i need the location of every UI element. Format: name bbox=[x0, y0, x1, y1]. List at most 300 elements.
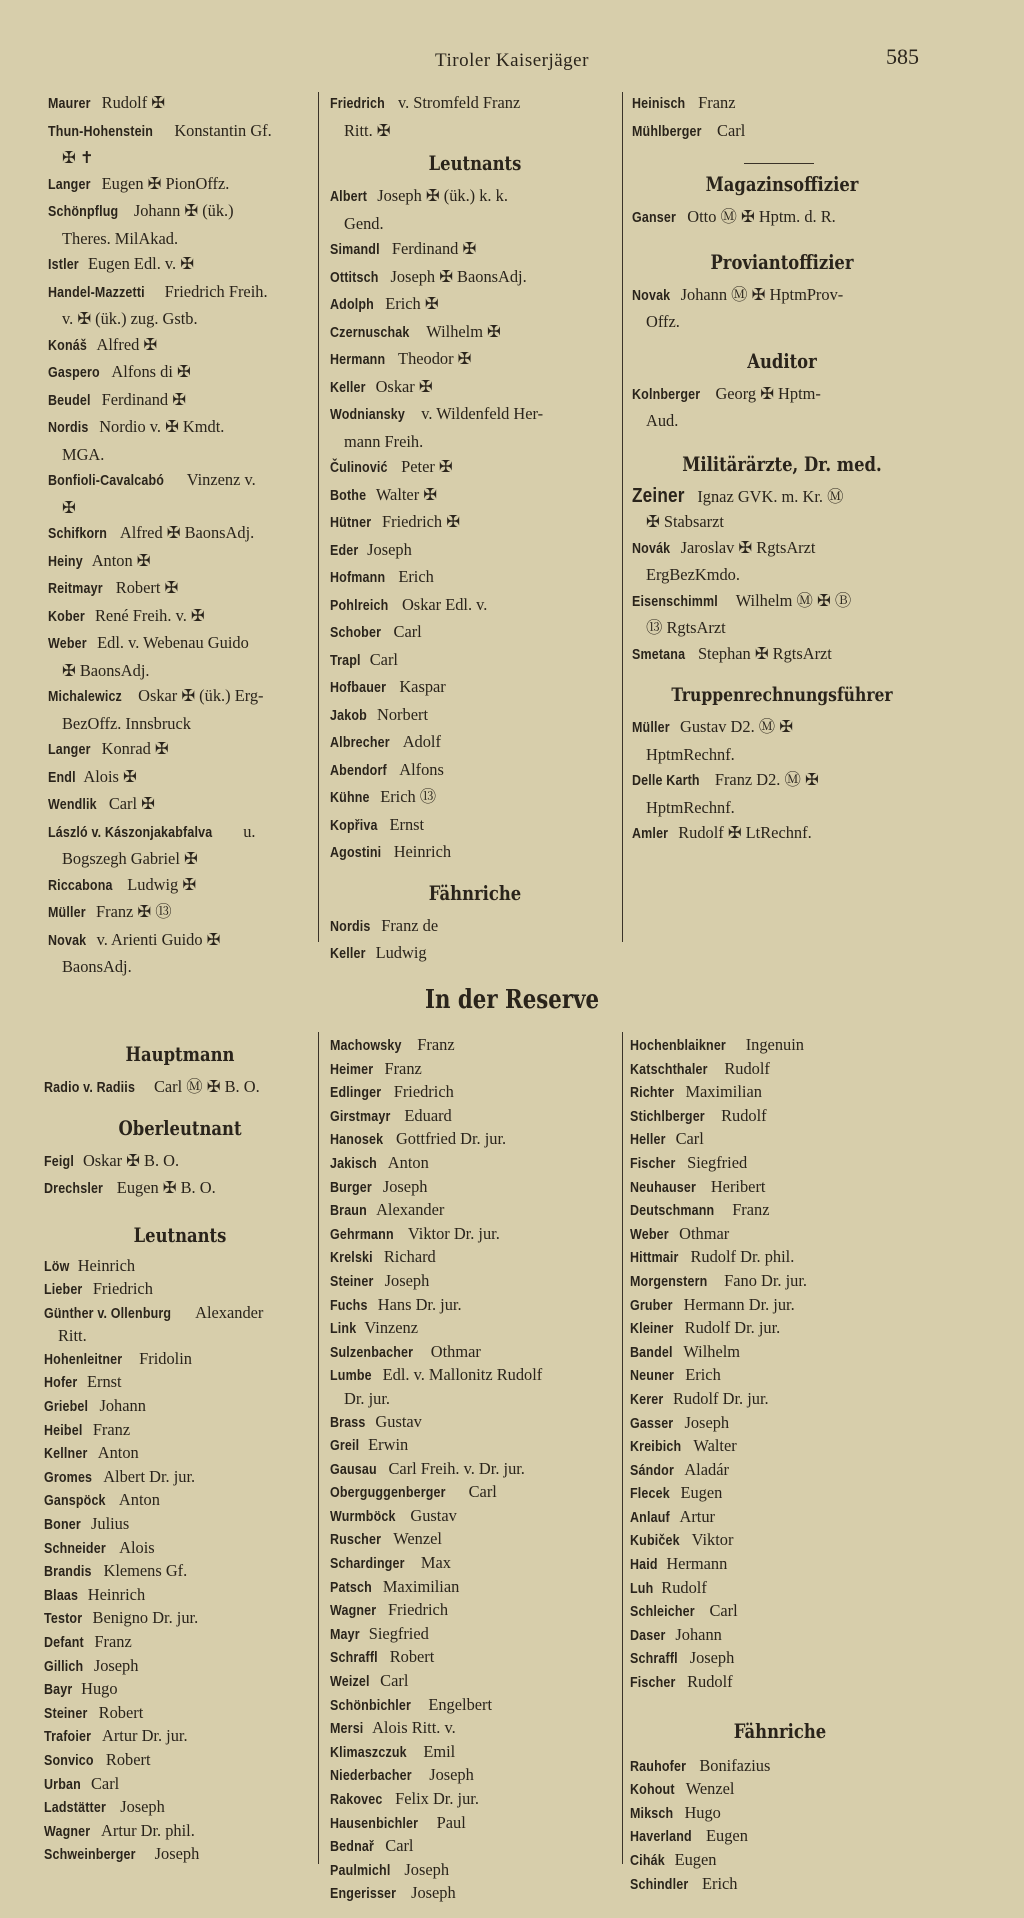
entry-details: Ludwig bbox=[371, 943, 427, 962]
entry-details: Robert bbox=[101, 1749, 151, 1769]
entry-details: Friedrich Freih. bbox=[160, 281, 268, 301]
entry-line bbox=[330, 564, 620, 592]
entry-line bbox=[44, 1655, 316, 1679]
entry-details: Carl bbox=[86, 1773, 120, 1793]
active-column-3 bbox=[632, 90, 932, 848]
entry-line bbox=[632, 742, 932, 768]
entry-details: Jaroslav ✠ RgtsArzt bbox=[676, 537, 816, 557]
entry-line bbox=[330, 1294, 620, 1318]
entry-details: Ritt. ✠ bbox=[344, 120, 391, 140]
entry-line bbox=[630, 1647, 930, 1671]
entry-line bbox=[630, 1223, 930, 1247]
entry-line bbox=[44, 1607, 316, 1631]
surname: Engerisser bbox=[330, 1886, 397, 1903]
surname: Testor bbox=[44, 1611, 83, 1628]
entry-line bbox=[44, 1773, 316, 1797]
entry-details: Walter ✠ bbox=[372, 484, 437, 504]
surname: Schifkorn bbox=[48, 526, 108, 542]
surname: Trafoier bbox=[44, 1729, 92, 1746]
entry-details: Rudolf ✠ LtRechnf. bbox=[674, 823, 812, 842]
entry-line bbox=[44, 1584, 316, 1608]
entry-details: Oskar ✠ (ük.) Erg- bbox=[134, 686, 264, 705]
entry-line bbox=[48, 603, 316, 631]
entry-line bbox=[632, 562, 932, 588]
surname: Schardinger bbox=[330, 1556, 405, 1573]
entry-line bbox=[330, 183, 620, 211]
entry-line bbox=[330, 592, 620, 620]
entry-line bbox=[330, 291, 620, 319]
surname: Eder bbox=[330, 542, 359, 559]
surname: Heimer bbox=[330, 1061, 374, 1078]
surname: Brass bbox=[330, 1414, 366, 1431]
surname: Flecek bbox=[630, 1486, 670, 1503]
entry-line bbox=[630, 1341, 930, 1365]
entry-details: Carl bbox=[712, 120, 746, 140]
surname: Weber bbox=[630, 1226, 669, 1243]
entry-line bbox=[48, 736, 316, 764]
entry-details: Theodor ✠ bbox=[394, 349, 472, 368]
entry-line bbox=[330, 236, 620, 264]
entry-line bbox=[632, 535, 932, 563]
entry-details: Alois ✠ bbox=[80, 766, 137, 786]
surname: Lumbe bbox=[330, 1368, 372, 1385]
surname: Jakob bbox=[330, 707, 367, 724]
entry-details: Friedrich bbox=[389, 1082, 454, 1102]
entry-line bbox=[632, 767, 932, 795]
surname: Gruber bbox=[630, 1297, 673, 1314]
surname: Kolnberger bbox=[632, 386, 701, 403]
entry-details: BaonsAdj. bbox=[62, 957, 132, 976]
surname: Eisenschimml bbox=[632, 593, 718, 610]
entry-details: Eduard bbox=[400, 1105, 452, 1125]
entry-line bbox=[48, 226, 316, 252]
active-column-1 bbox=[48, 90, 316, 980]
surname: Kreibich bbox=[630, 1439, 682, 1456]
entry-line bbox=[330, 1434, 620, 1458]
entry-line bbox=[44, 1371, 316, 1395]
entry-details: Robert ✠ bbox=[111, 578, 179, 597]
entry-line bbox=[630, 1435, 930, 1459]
entry-line bbox=[330, 1812, 620, 1836]
surname: Konáš bbox=[48, 337, 87, 354]
entry-line bbox=[632, 204, 932, 232]
surname: Ganspöck bbox=[44, 1493, 106, 1510]
surname: Bothe bbox=[330, 487, 367, 504]
surname: Deutschmann bbox=[630, 1203, 715, 1220]
surname: Zeiner bbox=[632, 484, 685, 507]
entry-details: ✠ ✝ bbox=[62, 148, 94, 167]
surname: Schneider bbox=[44, 1540, 106, 1557]
entry-line bbox=[330, 1105, 620, 1129]
entry-details: Joseph bbox=[425, 1765, 474, 1785]
entry-line bbox=[44, 1489, 316, 1513]
entry-line bbox=[630, 1317, 930, 1341]
entry-details: Edl. v. Mallonitz Rudolf bbox=[378, 1365, 543, 1385]
entry-line bbox=[48, 927, 316, 955]
entry-details: Carl bbox=[671, 1129, 704, 1149]
entry-line bbox=[330, 812, 620, 840]
surname: Schraffl bbox=[330, 1650, 378, 1667]
entry-line bbox=[630, 1294, 930, 1318]
surname: Link bbox=[330, 1321, 357, 1338]
surname: Günther v. Ollenburg bbox=[44, 1305, 172, 1322]
entry-details: Stephan ✠ RgtsArzt bbox=[693, 643, 832, 663]
entry-line bbox=[330, 1481, 620, 1505]
surname: Sulzenbacher bbox=[330, 1344, 414, 1361]
entry-line bbox=[44, 1702, 316, 1726]
entry-details: Alexander bbox=[372, 1200, 445, 1220]
surname: Ottitsch bbox=[330, 269, 379, 286]
entry-line bbox=[330, 1458, 620, 1482]
entry-details: Joseph bbox=[116, 1797, 165, 1817]
entry-line bbox=[330, 482, 620, 510]
surname: Novák bbox=[632, 540, 671, 557]
entry-details: Ernst bbox=[385, 814, 425, 834]
entry-line bbox=[330, 940, 620, 968]
surname: Istler bbox=[48, 257, 79, 273]
entry-details: Heinrich bbox=[389, 842, 452, 861]
entry-line bbox=[630, 1600, 930, 1624]
entry-line bbox=[44, 1148, 316, 1176]
surname: Kober bbox=[48, 608, 85, 625]
surname: Langer bbox=[48, 176, 91, 193]
entry-line bbox=[330, 1176, 620, 1200]
entry-line bbox=[48, 359, 316, 387]
entry-details: Joseph bbox=[680, 1412, 730, 1432]
entry-line bbox=[630, 1058, 930, 1082]
entry-details: v. Arienti Guido ✠ bbox=[92, 929, 221, 949]
entry-line bbox=[632, 641, 932, 669]
entry-details: Aud. bbox=[646, 411, 679, 430]
entry-details: Alfons di ✠ bbox=[108, 362, 191, 381]
column-rule bbox=[622, 92, 623, 942]
surname: Nordis bbox=[330, 918, 371, 935]
entry-details: Othmar bbox=[675, 1223, 730, 1243]
entry-details: Erich ✠ bbox=[381, 294, 439, 313]
entry-line bbox=[48, 658, 316, 684]
surname: Bayr bbox=[44, 1682, 73, 1699]
entry-line bbox=[630, 1412, 930, 1436]
entry-details: Vinzenz bbox=[360, 1318, 419, 1338]
entry-details: Franz bbox=[694, 93, 736, 112]
entry-line bbox=[330, 1505, 620, 1529]
entry-line bbox=[330, 118, 620, 144]
entry-details: Carl bbox=[365, 649, 398, 669]
surname: Machowsky bbox=[330, 1038, 402, 1054]
surname: Löw bbox=[44, 1258, 70, 1275]
surname: Gaspero bbox=[48, 365, 100, 381]
entry-details: Fridolin bbox=[135, 1348, 192, 1368]
surname: Radio v. Radiis bbox=[44, 1080, 136, 1096]
entry-line bbox=[44, 1419, 316, 1443]
surname: Müller bbox=[632, 720, 670, 736]
surname: Neuhauser bbox=[630, 1179, 697, 1196]
surname: Wendlik bbox=[48, 797, 97, 813]
surname: Thun-Hohenstein bbox=[48, 123, 154, 140]
entry-line bbox=[48, 764, 316, 792]
entry-line bbox=[330, 1388, 620, 1411]
entry-line bbox=[330, 1364, 620, 1388]
entry-line bbox=[44, 1074, 316, 1102]
entry-line bbox=[44, 1395, 316, 1419]
surname: Schönpflug bbox=[48, 204, 119, 220]
entry-details: Viktor Dr. jur. bbox=[404, 1223, 500, 1243]
surname: Hofmann bbox=[330, 570, 386, 586]
entry-line bbox=[330, 1788, 620, 1812]
entry-line bbox=[44, 1175, 316, 1203]
entry-details: Konrad ✠ bbox=[97, 739, 169, 758]
entry-details: v. ✠ (ük.) zug. Gstb. bbox=[62, 309, 198, 328]
entry-details: HptmRechnf. bbox=[646, 744, 735, 764]
entry-line bbox=[330, 1599, 620, 1623]
entry-details: Joseph ✠ (ük.) k. k. bbox=[373, 186, 508, 205]
entry-line bbox=[330, 537, 620, 565]
entry-line bbox=[630, 1152, 930, 1176]
surname: Bednař bbox=[330, 1839, 375, 1856]
surname: Edlinger bbox=[330, 1085, 382, 1102]
entry-line bbox=[330, 1646, 620, 1670]
surname: Keller bbox=[330, 946, 366, 962]
entry-details: Maximilian bbox=[681, 1082, 762, 1102]
entry-line bbox=[330, 1223, 620, 1247]
surname: Kerer bbox=[630, 1391, 664, 1408]
surname: Kubiček bbox=[630, 1533, 680, 1550]
entry-details: Joseph bbox=[685, 1648, 735, 1668]
entry-details: Wilhelm Ⓜ ✠ Ⓑ bbox=[731, 590, 852, 610]
surname: Hermann bbox=[330, 352, 386, 368]
surname: Novak bbox=[632, 287, 671, 304]
entry-line bbox=[48, 279, 316, 307]
entry-line bbox=[44, 1678, 316, 1702]
entry-details: Hans Dr. jur. bbox=[373, 1294, 462, 1314]
surname: Riccabona bbox=[48, 877, 113, 894]
surname: Braun bbox=[330, 1203, 367, 1220]
surname: Novak bbox=[48, 932, 87, 949]
section-heading-leutnants: Leutnants bbox=[428, 151, 522, 175]
entry-line bbox=[632, 90, 932, 118]
entry-details: Wilhelm ✠ bbox=[422, 321, 501, 341]
surname: Kellner bbox=[44, 1446, 88, 1463]
entry-line bbox=[630, 1802, 930, 1826]
entry-details: Joseph bbox=[150, 1844, 200, 1864]
entry-details: Wenzel bbox=[681, 1779, 735, 1799]
entry-line bbox=[330, 1317, 620, 1341]
entry-line bbox=[48, 548, 316, 576]
entry-line bbox=[630, 1529, 930, 1553]
entry-details: v. Wildenfeld Her- bbox=[417, 404, 544, 423]
surname: Pohlreich bbox=[330, 597, 389, 614]
surname: Mersi bbox=[330, 1721, 364, 1738]
surname: Girstmayr bbox=[330, 1108, 391, 1125]
active-column-2 bbox=[330, 90, 620, 968]
surname: Amler bbox=[632, 826, 669, 842]
entry-details: Konstantin Gf. bbox=[170, 120, 272, 140]
surname: Hittmair bbox=[630, 1250, 679, 1267]
section-heading-militaeraerzte: Militärärzte, Dr. med. bbox=[682, 451, 882, 476]
entry-line bbox=[330, 1411, 620, 1435]
entry-details: Eugen bbox=[670, 1850, 717, 1869]
section-heading-proviantoffizier: Proviantoffizier bbox=[710, 249, 854, 274]
surname: Drechsler bbox=[44, 1181, 104, 1197]
surname: Mühlberger bbox=[632, 123, 702, 140]
entry-line bbox=[630, 1506, 930, 1530]
entry-details: Alfons bbox=[396, 759, 444, 779]
entry-details: Fano Dr. jur. bbox=[720, 1270, 807, 1290]
entry-line bbox=[632, 408, 932, 434]
entry-details: mann Freih. bbox=[344, 431, 424, 451]
entry-line bbox=[330, 702, 620, 730]
entry-line bbox=[44, 1560, 316, 1584]
entry-line bbox=[48, 630, 316, 658]
entry-details: Rudolf ✠ bbox=[97, 93, 166, 112]
entry-details: Alois bbox=[115, 1537, 155, 1557]
entry-line bbox=[48, 306, 316, 332]
entry-line bbox=[44, 1843, 316, 1867]
entry-details: Alois Ritt. v. bbox=[368, 1718, 456, 1738]
surname: Sonvico bbox=[44, 1752, 94, 1769]
entry-line bbox=[630, 1873, 930, 1897]
entry-line bbox=[44, 1796, 316, 1820]
section-heading-truppenrechnungsfuehrer: Truppenrechnungsführer bbox=[671, 684, 893, 706]
surname: Ladstätter bbox=[44, 1800, 107, 1817]
surname: Friedrich bbox=[330, 96, 385, 112]
entry-details: Joseph bbox=[378, 1176, 428, 1196]
entry-details: Johann Ⓜ ✠ HptmProv- bbox=[676, 284, 844, 304]
surname: Trapl bbox=[330, 652, 361, 669]
entry-details: Oskar ✠ B. O. bbox=[78, 1150, 180, 1170]
section-heading-faehnriche: Fähnriche bbox=[428, 880, 522, 905]
entry-line bbox=[330, 647, 620, 675]
entry-details: Joseph bbox=[380, 1270, 430, 1290]
entry-details: Gottfried Dr. jur. bbox=[391, 1129, 507, 1149]
entry-line bbox=[330, 1717, 620, 1741]
entry-line bbox=[48, 791, 316, 819]
surname: Heiny bbox=[48, 553, 83, 570]
surname: Hofer bbox=[44, 1375, 78, 1392]
entry-line bbox=[330, 211, 620, 237]
surname: Mayr bbox=[330, 1626, 360, 1643]
entry-line bbox=[330, 1623, 620, 1647]
section-heading-magazinsoffizier: Magazinsoffizier bbox=[705, 172, 859, 196]
entry-line bbox=[48, 495, 316, 521]
surname: Ruscher bbox=[330, 1532, 382, 1549]
entry-line bbox=[48, 846, 316, 872]
surname: Griebel bbox=[44, 1399, 89, 1416]
entry-details: Eugen bbox=[676, 1483, 723, 1503]
entry-line bbox=[44, 1325, 316, 1348]
entry-details: Edl. v. Webenau Guido bbox=[93, 633, 249, 652]
surname: Haverland bbox=[630, 1829, 692, 1846]
surname: Simandl bbox=[330, 242, 380, 258]
entry-line bbox=[48, 954, 316, 980]
entry-line bbox=[630, 1270, 930, 1294]
entry-details: Georg ✠ Hptm- bbox=[711, 383, 821, 403]
entry-details: Gustav bbox=[371, 1411, 422, 1431]
entry-line bbox=[630, 1482, 930, 1506]
surname: Schönbichler bbox=[330, 1697, 412, 1714]
entry-line bbox=[630, 1176, 930, 1200]
entry-line bbox=[330, 374, 620, 402]
entry-details: Johann bbox=[671, 1624, 722, 1644]
entry-details: Johann ✠ (ük.) bbox=[129, 201, 234, 220]
entry-details: Paul bbox=[432, 1812, 466, 1832]
entry-line bbox=[330, 1246, 620, 1270]
entry-details: ✠ Stabsarzt bbox=[646, 512, 724, 531]
surname: Niederbacher bbox=[330, 1768, 412, 1785]
entry-details: Rudolf bbox=[720, 1058, 770, 1078]
entry-details: Artur bbox=[676, 1506, 716, 1526]
surname: Endl bbox=[48, 769, 76, 786]
surname: Stichlberger bbox=[630, 1108, 705, 1125]
entry-details: Rudolf Dr. jur. bbox=[680, 1318, 781, 1338]
surname: Steiner bbox=[44, 1705, 88, 1722]
surname: Rakovec bbox=[330, 1792, 383, 1808]
entry-details: Carl Freih. v. Dr. jur. bbox=[384, 1458, 525, 1478]
surname: Sándor bbox=[630, 1462, 674, 1479]
entry-line bbox=[44, 1749, 316, 1773]
entry-details: Joseph bbox=[363, 539, 412, 559]
entry-line bbox=[44, 1513, 316, 1537]
entry-line bbox=[632, 381, 932, 409]
entry-line bbox=[330, 1670, 620, 1694]
entry-line bbox=[330, 1199, 620, 1223]
surname: Wagner bbox=[330, 1603, 377, 1620]
entry-details: Nordio v. ✠ Kmdt. bbox=[95, 417, 225, 436]
entry-details: Eugen ✠ B. O. bbox=[112, 1178, 216, 1197]
surname: Blaas bbox=[44, 1587, 79, 1604]
section-heading-faehnriche: Fähnriche bbox=[733, 1718, 827, 1743]
entry-line bbox=[330, 1741, 620, 1765]
entry-details: Dr. jur. bbox=[344, 1388, 390, 1408]
entry-line bbox=[632, 309, 932, 335]
surname: Czernuschak bbox=[330, 324, 410, 341]
entry-details: Anton bbox=[115, 1490, 160, 1510]
surname: Hanosek bbox=[330, 1132, 384, 1149]
entry-details: Anton ✠ bbox=[88, 550, 151, 570]
entry-details: Hugo bbox=[77, 1679, 118, 1699]
entry-line bbox=[330, 1576, 620, 1600]
divider bbox=[744, 163, 814, 164]
surname: Hochenblaikner bbox=[630, 1038, 726, 1054]
surname: Heibel bbox=[44, 1422, 83, 1439]
entry-details: Emil bbox=[419, 1741, 456, 1761]
entry-details: ErgBezKmdo. bbox=[646, 565, 740, 584]
section-heading-auditor: Auditor bbox=[747, 348, 817, 373]
entry-details: Franz bbox=[88, 1419, 131, 1439]
entry-line bbox=[330, 1270, 620, 1294]
surname: Lieber bbox=[44, 1282, 83, 1299]
entry-details: Erich bbox=[681, 1365, 721, 1385]
entry-details: Anton bbox=[94, 1443, 139, 1463]
surname: Keller bbox=[330, 379, 366, 396]
entry-details: Maximilian bbox=[378, 1576, 460, 1596]
entry-details: Ritt. bbox=[58, 1326, 87, 1346]
surname: Wagner bbox=[44, 1823, 91, 1840]
entry-line bbox=[630, 1364, 930, 1388]
entry-line bbox=[632, 820, 932, 848]
entry-line bbox=[48, 90, 316, 118]
entry-details: Carl bbox=[376, 1671, 409, 1691]
entry-line bbox=[630, 1105, 930, 1129]
surname: Kühne bbox=[330, 790, 370, 806]
entry-line bbox=[330, 1882, 620, 1906]
entry-details: HptmRechnf. bbox=[646, 797, 735, 817]
section-heading-leutnants: Leutnants bbox=[133, 1222, 227, 1247]
entry-details: Franz D2. Ⓜ ✠ bbox=[710, 770, 819, 789]
entry-line bbox=[632, 615, 932, 641]
surname: Reitmayr bbox=[48, 581, 103, 597]
entry-line bbox=[630, 1459, 930, 1483]
